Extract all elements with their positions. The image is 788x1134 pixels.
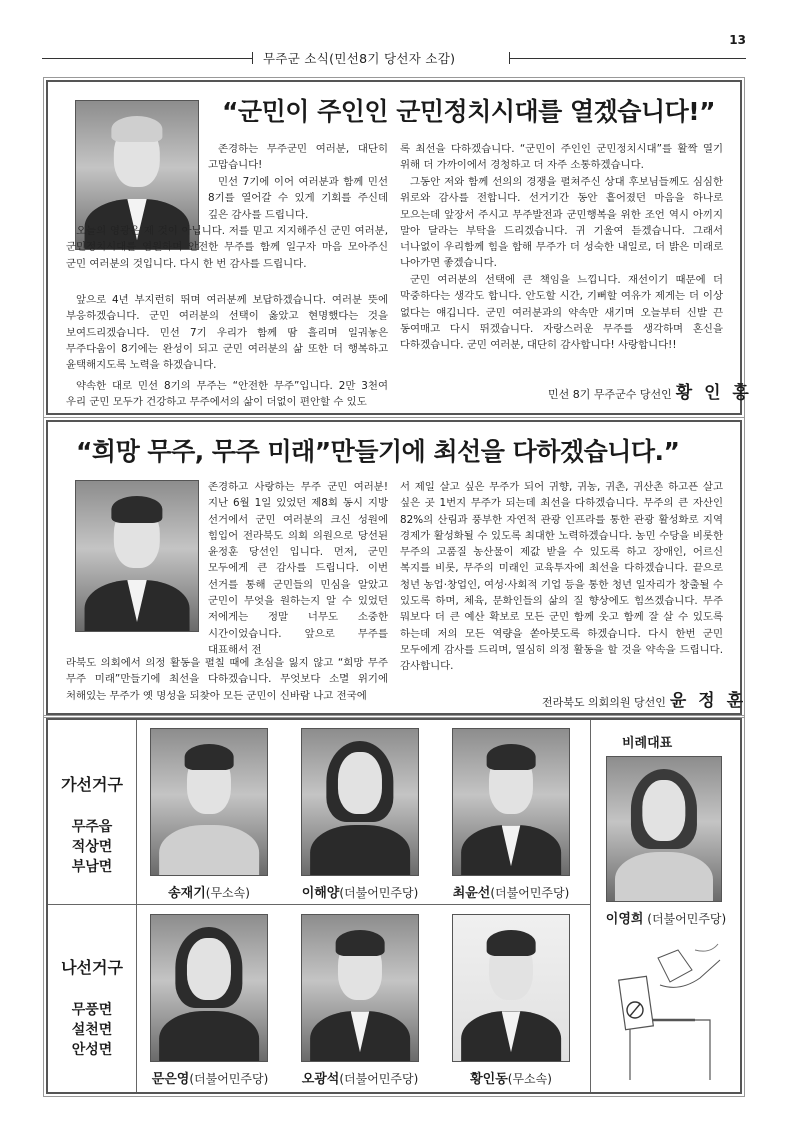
district-a — [50, 772, 134, 877]
district-divider — [136, 720, 137, 1092]
signature-name: 윤 정 훈 — [669, 691, 746, 711]
district-b-area: 무풍면 — [71, 1002, 113, 1018]
district-b-name: 나선거구 — [61, 958, 123, 977]
district-a-name: 가선거구 — [61, 775, 123, 794]
candidate-photo — [606, 756, 722, 902]
portrait-councilor — [75, 480, 199, 632]
signature-title: 민선 8기 무주군수 당선인 — [548, 388, 672, 401]
article-1-para: 록 최선을 다하겠습니다. “군민이 주인인 군민정치시대”를 활짝 열기 위해 더 가까이에서 경청하고 더 자주 소통하겠습니다. — [400, 143, 723, 172]
district-b — [50, 955, 134, 1060]
article-1-headline: “군민이 주인인 군민정치시대를 열겠습니다!” — [222, 97, 716, 126]
district-a-area: 부남면 — [71, 859, 113, 875]
article-1-signature — [548, 378, 752, 403]
proportional-title: 비례대표 — [622, 736, 673, 751]
article-1-para: 오늘의 영광은 제 것이 아닙니다. 저를 믿고 지지해주신 군민 여러분, 군민정치시대를 염원하며 안전한 무주를 함께 일구자 마음 모아주신 군민 여러분의 것입니다. 다시 한 번 감사를 드립니다. — [66, 225, 388, 270]
article-2-para: 라북도 의회에서 의정 활동을 펼칠 때에 초심을 잃지 않고 “희망 무주 무주 미래”만들기에 최선을 다하겠습니다. 무엇보다 소멸 위기에 처해있는 무주가 옛 명성을 되찾아 모든 군민이 신바람 나고 전국에 — [66, 657, 388, 702]
article-1-para: 민선 7기에 이어 여러분과 함께 민선 8기를 열어갈 수 있게 기회를 주신데 깊은 감사를 드립니다. — [208, 176, 388, 221]
article-2-para: 존경하고 사랑하는 무주 군민 여러분! 지난 6월 1일 있었던 제8회 동시 지방 선거에서 군민 여러분의 크신 성원에 힘입어 전라북도 의회 의원으로 당선된 윤정훈 당선인 입니다. 먼저, 군민 모두에게 큰 감사를 드립니다. 이번 선거를 통해 군민들의 민심을 알았고 군민이 무엇을 원하는지 알 수 있었던 저에게는 정말 너무도 소중한 시간이었습니다. 앞으로 무주를 대표해서 전 — [208, 481, 388, 656]
article-1-para: 존경하는 무주군민 여러분, 대단히 고맙습니다! — [208, 143, 388, 172]
candidate-name: 이영희 (더불어민주당) — [605, 912, 727, 927]
article-2-signature — [542, 686, 746, 711]
district-a-area: 적상면 — [71, 839, 113, 855]
signature-title: 전라북도 의회의원 당선인 — [542, 696, 666, 709]
district-b-area: 안성면 — [71, 1042, 113, 1058]
district-row-divider — [48, 904, 590, 905]
candidate-name: 송재기(무소속) — [168, 886, 250, 901]
section-title: 무주군 소식(민선8기 당선자 소감) — [263, 51, 456, 66]
candidate-name: 문은영(더불어민주당) — [151, 1072, 269, 1087]
article-1-para: 약속한 대로 민선 8기의 무주는 “안전한 무주”입니다. 2만 3천여 우리 군민 모두가 건강하고 무주에서의 삶이 더없이 편안할 수 있도 — [66, 380, 388, 409]
candidate-photo — [452, 728, 570, 876]
candidate-name: 오광석(더불어민주당) — [301, 1072, 419, 1087]
district-b-area: 설천면 — [71, 1022, 113, 1038]
article-2-para: 서 제일 살고 싶은 무주가 되어 귀향, 귀농, 귀촌, 귀산촌 하고픈 살고 싶은 곳 1번지 무주가 되는데 최선을 다하겠습니다. 무주의 큰 자산인 82%의 산림과 풍부한 자연적 관광 인프라를 통한 관광 활성화로 지역 경제가 활성화될 수 있도록 최대한 노력하겠습니다. 농민 수당을 비롯한 무주의 고품질 농산물이 제값 받을 수 있도록 하고 장애인, 어르신 복지를 비롯, 무주의 미래인 교육투자에 최선을 다하겠습니다. 끝으로 청년 농업·창업인, 여성·사회적 기업 등을 통한 청년 일자리가 창출될 수 있도록 하며, 체육, 문화인들의 삶의 질 향상에도 힘쓰겠습니다. 무주 뭐보다 더 큰 예산 확보로 모든 군민 함께 웃고 함께 잘 살 수 있도록 하는데 저의 모든 역량을 쏟아붓도록 하겠습니다. 다시 한번 군민 모두에게 감사를 드리며, 열심히 의정 활동을 할 것을 약속을 드립니다. 감사합니다. — [400, 481, 723, 673]
article-1-para: 그동안 저와 함께 선의의 경쟁을 펼쳐주신 상대 후보님들께도 심심한 위로와 감사를 전합니다. 선거기간 동안 흩어졌던 마음을 하나로 모으는데 앞장서 주시고 무주발전과 군민행복을 위한 조언 역시 아끼지 말아 달라는 부탁을 드리겠습니다. 귀 기울여 듣겠습니다. 그래서 너나없이 우리함께 힘을 합해 무주가 더 성숙한 내일로, 더 밝은 미래로 나아가면 좋겠습니다. — [400, 176, 723, 270]
page-number: 13 — [729, 33, 746, 47]
candidate-photo — [301, 914, 419, 1062]
article-1-para: 앞으로 4년 부지런히 뛰며 여러분께 보답하겠습니다. 여러분 뜻에 부응하겠습니다. 군민 여러분의 선택이 옳았고 현명했다는 것을 보여드리겠습니다. 민선 7기 우리가 함께 땀 흘리며 일궈놓은 무주다움이 8기에는 완성이 되고 군민 여러분의 삶 또한 더 행복하고 윤택해지도록 노력을 하겠습니다. — [66, 294, 388, 372]
candidate-name: 최윤선(더불어민주당) — [452, 886, 570, 901]
proportional-divider — [590, 720, 591, 1092]
candidate-photo — [301, 728, 419, 876]
article-1-para: 군민 여러분의 선택에 큰 책임을 느낍니다. 재선이기 때문에 더 막중하다는 생각도 합니다. 안도할 시간, 기뻐할 여유가 제게는 더 이상 없다는 얘깁니다. 군민 여러분과의 약속만 새기며 오늘부터 신발 끈 동여매고 다시 뛰겠습니다. 자랑스러운 무주를 생각하며 혼신을 다하겠습니다. 군민 여러분, 대단히 감사합니다! 사랑합니다!! — [400, 274, 723, 352]
candidate-photo — [452, 914, 570, 1062]
candidate-photo — [150, 914, 268, 1062]
candidate-name: 이해양(더불어민주당) — [301, 886, 419, 901]
ballot-box-illustration — [600, 930, 740, 1080]
candidate-photo — [150, 728, 268, 876]
district-a-area: 무주읍 — [71, 819, 113, 835]
candidate-name: 황인동(무소속) — [470, 1072, 552, 1087]
article-2-headline: “희망 무주, 무주 미래”만들기에 최선을 다하겠습니다.” — [76, 437, 680, 466]
signature-name: 황 인 홍 — [675, 383, 752, 403]
